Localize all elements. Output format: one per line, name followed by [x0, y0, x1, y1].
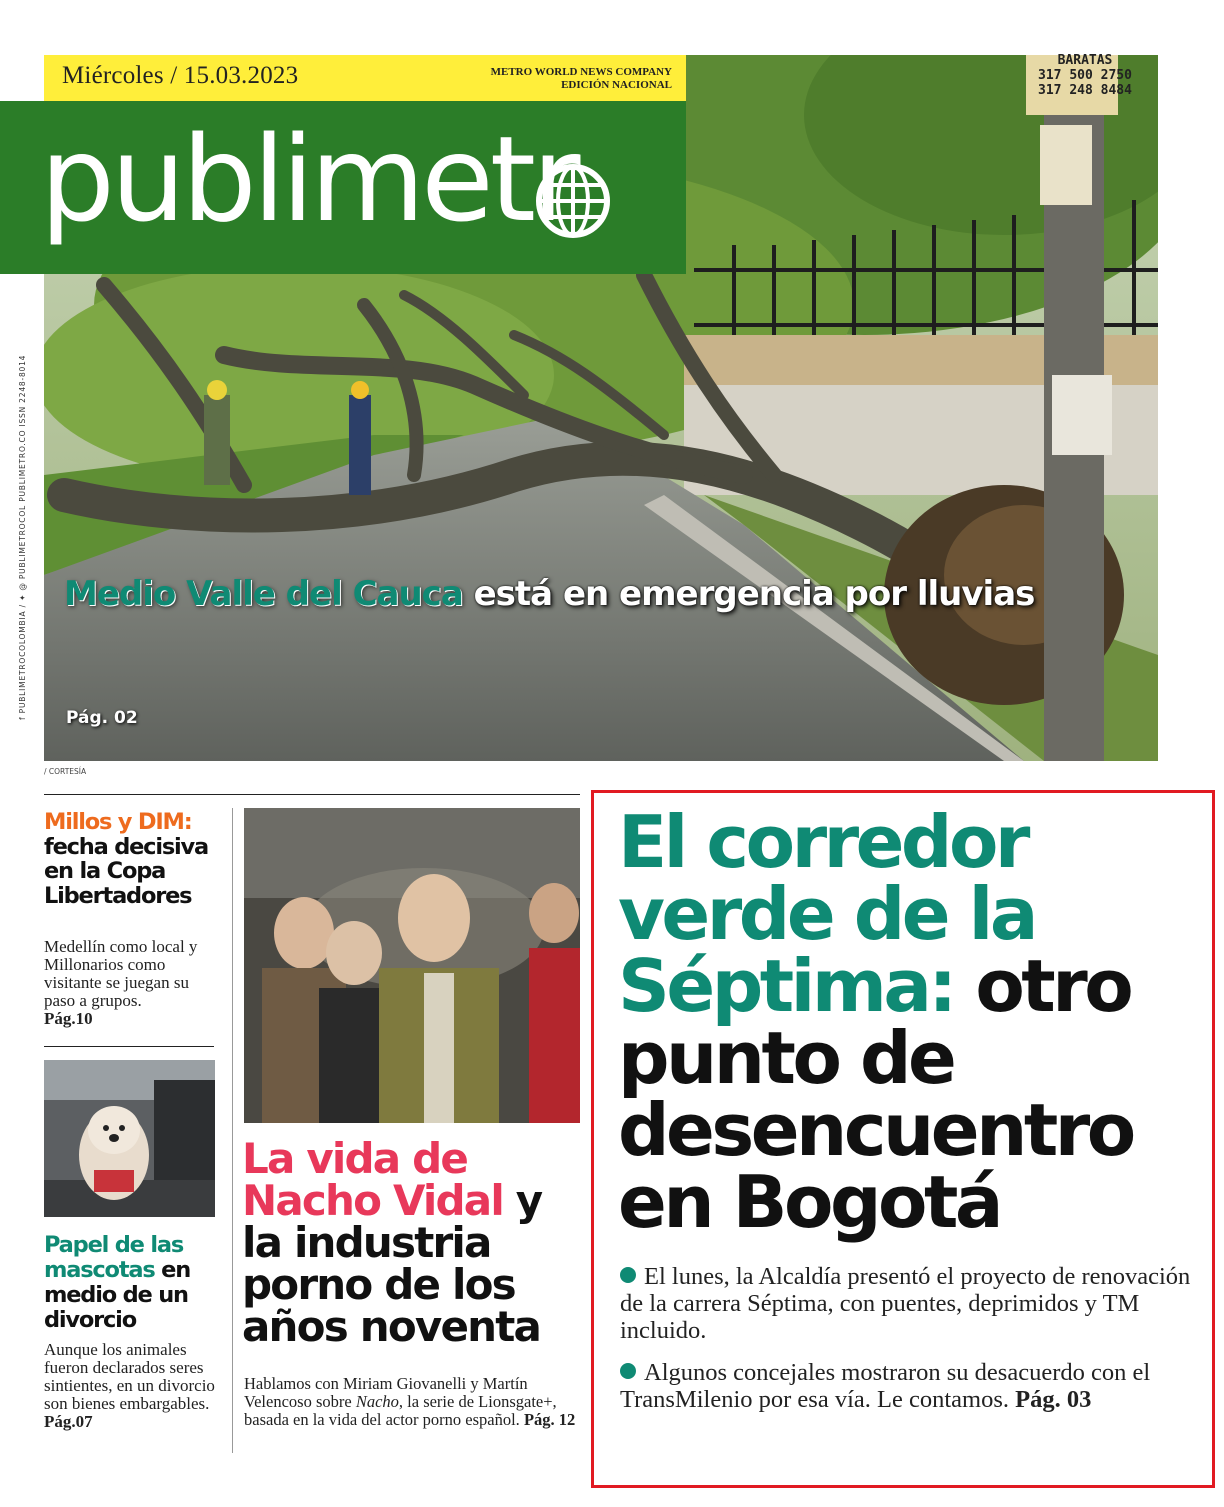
millos-headline-highlight: Millos y DIM:	[44, 809, 192, 835]
column-divider	[232, 808, 233, 1453]
brand-logo: publimetr	[40, 110, 577, 248]
main-story-bullet	[620, 1359, 1200, 1413]
globe-icon	[535, 163, 611, 239]
bullet-dot-icon	[620, 1267, 636, 1283]
nacho-body	[244, 1375, 584, 1429]
pole-sign-line: BARATAS	[1057, 53, 1113, 68]
divider	[44, 1046, 214, 1047]
main-story-bullet-text: El lunes, la Alcaldía presentó el proyecto de renovación de la carrera Séptima, con puentes, deprimidos y TM incluido.	[620, 1263, 1191, 1344]
nacho-headline-highlight: La vida de Nacho Vidal	[242, 1134, 503, 1225]
nacho-body-text: , la serie de Lionsgate+, basada en la vida del actor porno español.	[244, 1392, 557, 1429]
sidebar-meta	[18, 300, 34, 720]
nacho-headline[interactable]	[242, 1134, 587, 1351]
mascotas-body-text: Aunque los animales fueron declarados seres sintientes, en un divorcio son bienes embargables.	[44, 1340, 215, 1413]
mascotas-page-ref: Pág.07	[44, 1412, 93, 1431]
nacho-page-ref: Pág. 12	[523, 1410, 576, 1429]
millos-body-text: Medellín como local y Millonarios como visitante se juegan su paso a grupos.	[44, 937, 198, 1010]
bullet-dot-icon	[620, 1363, 636, 1379]
main-story-page-ref: Pág. 03	[1015, 1386, 1092, 1413]
divider	[44, 794, 580, 795]
main-story-body	[620, 1263, 1200, 1428]
hero-headline-highlight: Medio Valle del Cauca	[64, 574, 463, 614]
millos-headline-rest: fecha decisiva en la Copa Libertadores	[44, 833, 208, 909]
mascotas-headline[interactable]	[44, 1233, 219, 1333]
issue-date: Miércoles / 15.03.2023	[62, 62, 299, 89]
pole-sign-line: 317 248 8484	[1038, 83, 1132, 98]
main-story-headline[interactable]	[618, 800, 1208, 1244]
pole-sign	[1030, 53, 1140, 98]
main-story-headline-highlight: El corredor verde de la Séptima:	[618, 800, 1035, 1028]
main-story-headline-rest: otro punto de desencuentro en Bogotá	[618, 944, 1133, 1244]
dog-photo	[44, 1060, 215, 1217]
nacho-headline-rest: y la industria porno de los años noventa	[242, 1176, 542, 1351]
nacho-body-text: Hablamos con Miriam Giovanelli y Martín Velencoso sobre	[244, 1374, 528, 1411]
mascotas-body	[44, 1341, 216, 1431]
pole-sign-line: 317 500 2750	[1038, 68, 1132, 83]
hero-page-ref: Pág. 02	[66, 708, 138, 728]
millos-page-ref: Pág.10	[44, 1009, 93, 1028]
mascotas-headline-rest: en medio de un divorcio	[44, 1257, 191, 1333]
photo-credit: / CORTESÍA	[44, 767, 87, 776]
edition-line: METRO WORLD NEWS COMPANY	[490, 66, 672, 78]
nacho-photo	[244, 808, 580, 1123]
edition-label	[491, 66, 672, 92]
millos-body	[44, 938, 216, 1028]
hero-headline-rest: está en emergencia por lluvias	[462, 574, 1035, 614]
nacho-body-series-title: Nacho	[355, 1392, 399, 1411]
sidebar-meta-text: f PUBLIMETROCOLOMBIA / ✦ @ PUBLIMETROCOL PUBLIMETRO.CO ISSN 2248-8014	[18, 354, 27, 720]
mascotas-headline-highlight: Papel de las mascotas	[44, 1232, 184, 1283]
millos-headline[interactable]	[44, 810, 219, 908]
edition-line: EDICIÓN NACIONAL	[561, 79, 672, 91]
main-story-bullet	[620, 1263, 1200, 1344]
main-story-bullet-text: Algunos concejales mostraron su desacuerdo con el TransMilenio por esa vía. Le contamos.	[620, 1359, 1151, 1413]
hero-headline[interactable]	[64, 574, 1035, 614]
